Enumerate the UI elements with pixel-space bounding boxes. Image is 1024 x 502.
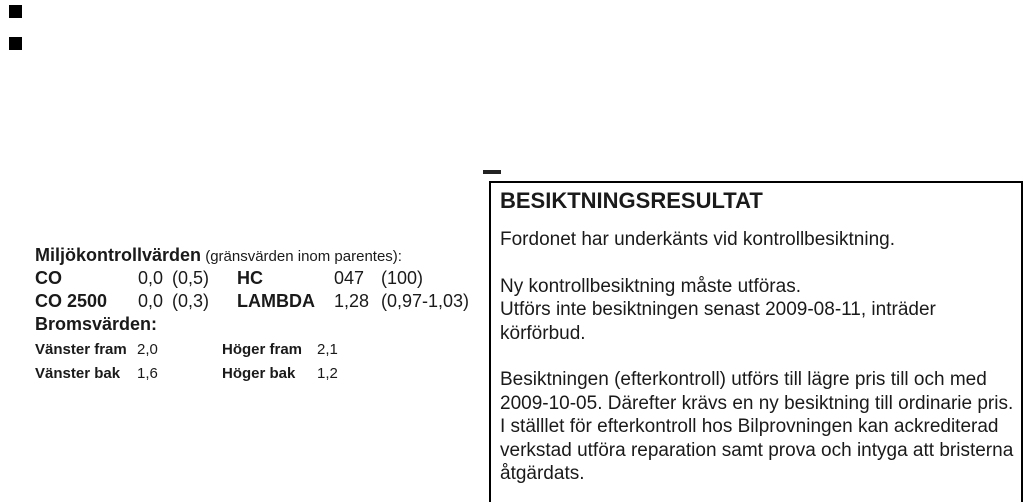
brake-row-front [35, 341, 490, 361]
result-line: körförbud. [500, 322, 586, 344]
scan-artifact-dash [483, 170, 501, 174]
brake-values-title: Bromsvärden: [35, 314, 158, 334]
lambda-label: LAMBDA [237, 291, 315, 311]
co2500-label: CO 2500 [35, 291, 108, 311]
result-line-blank [500, 251, 1016, 274]
left-rear-value: 1,6 [137, 365, 158, 382]
lambda-limit: (0,97-1,03) [381, 291, 470, 311]
result-line: Besiktningen (efterkontroll) utförs till lägre pris till och med [500, 369, 987, 391]
result-line: åtgärdats. [500, 462, 585, 484]
hc-label: HC [237, 268, 263, 288]
registration-mark-icon [9, 37, 22, 50]
right-front-value: 2,1 [317, 341, 338, 358]
left-front-value: 2,0 [137, 341, 158, 358]
emission-row-co [35, 268, 490, 290]
hc-limit: (100) [381, 268, 424, 288]
lambda-value: 1,28 [334, 291, 370, 311]
result-line: verkstad utföra reparation samt prova och intyga att bristerna [500, 439, 1014, 461]
result-line: Utförs inte besiktningen senast 2009-08-11, inträder [500, 299, 936, 321]
inspection-result-body [500, 228, 1016, 485]
right-front-label: Höger fram [222, 341, 303, 358]
environment-values-title-text: Miljökontrollvärden [35, 245, 202, 265]
environment-values-title-note: (gränsvärden inom parentes): [201, 248, 402, 265]
result-line: Fordonet har underkänts vid kontrollbesiktning. [500, 229, 896, 250]
right-rear-label: Höger bak [222, 365, 296, 382]
co-label: CO [35, 268, 62, 288]
result-line: I ställlet för efterkontroll hos Bilprovningen kan ackrediterad [500, 416, 999, 438]
co2500-value: 0,0 [138, 291, 164, 311]
left-rear-label: Vänster bak [35, 365, 121, 382]
registration-mark-icon [9, 5, 22, 18]
left-front-label: Vänster fram [35, 341, 127, 358]
co2500-limit: (0,3) [172, 291, 210, 311]
hc-value: 047 [334, 268, 365, 288]
brake-row-rear [35, 365, 490, 385]
environment-values-title [35, 245, 402, 266]
emission-row-co2500 [35, 291, 490, 313]
co-limit: (0,5) [172, 268, 210, 288]
result-line: Ny kontrollbesiktning måste utföras. [500, 275, 801, 297]
co-value: 0,0 [138, 268, 164, 288]
result-line: 2009-10-05. Därefter krävs en ny besiktning till ordinarie pris. [500, 392, 1014, 414]
right-rear-value: 1,2 [317, 365, 338, 382]
result-line-blank [500, 345, 1016, 368]
inspection-result-heading: BESIKTNINGSRESULTAT [500, 188, 763, 213]
inspection-result-box [489, 181, 1023, 502]
